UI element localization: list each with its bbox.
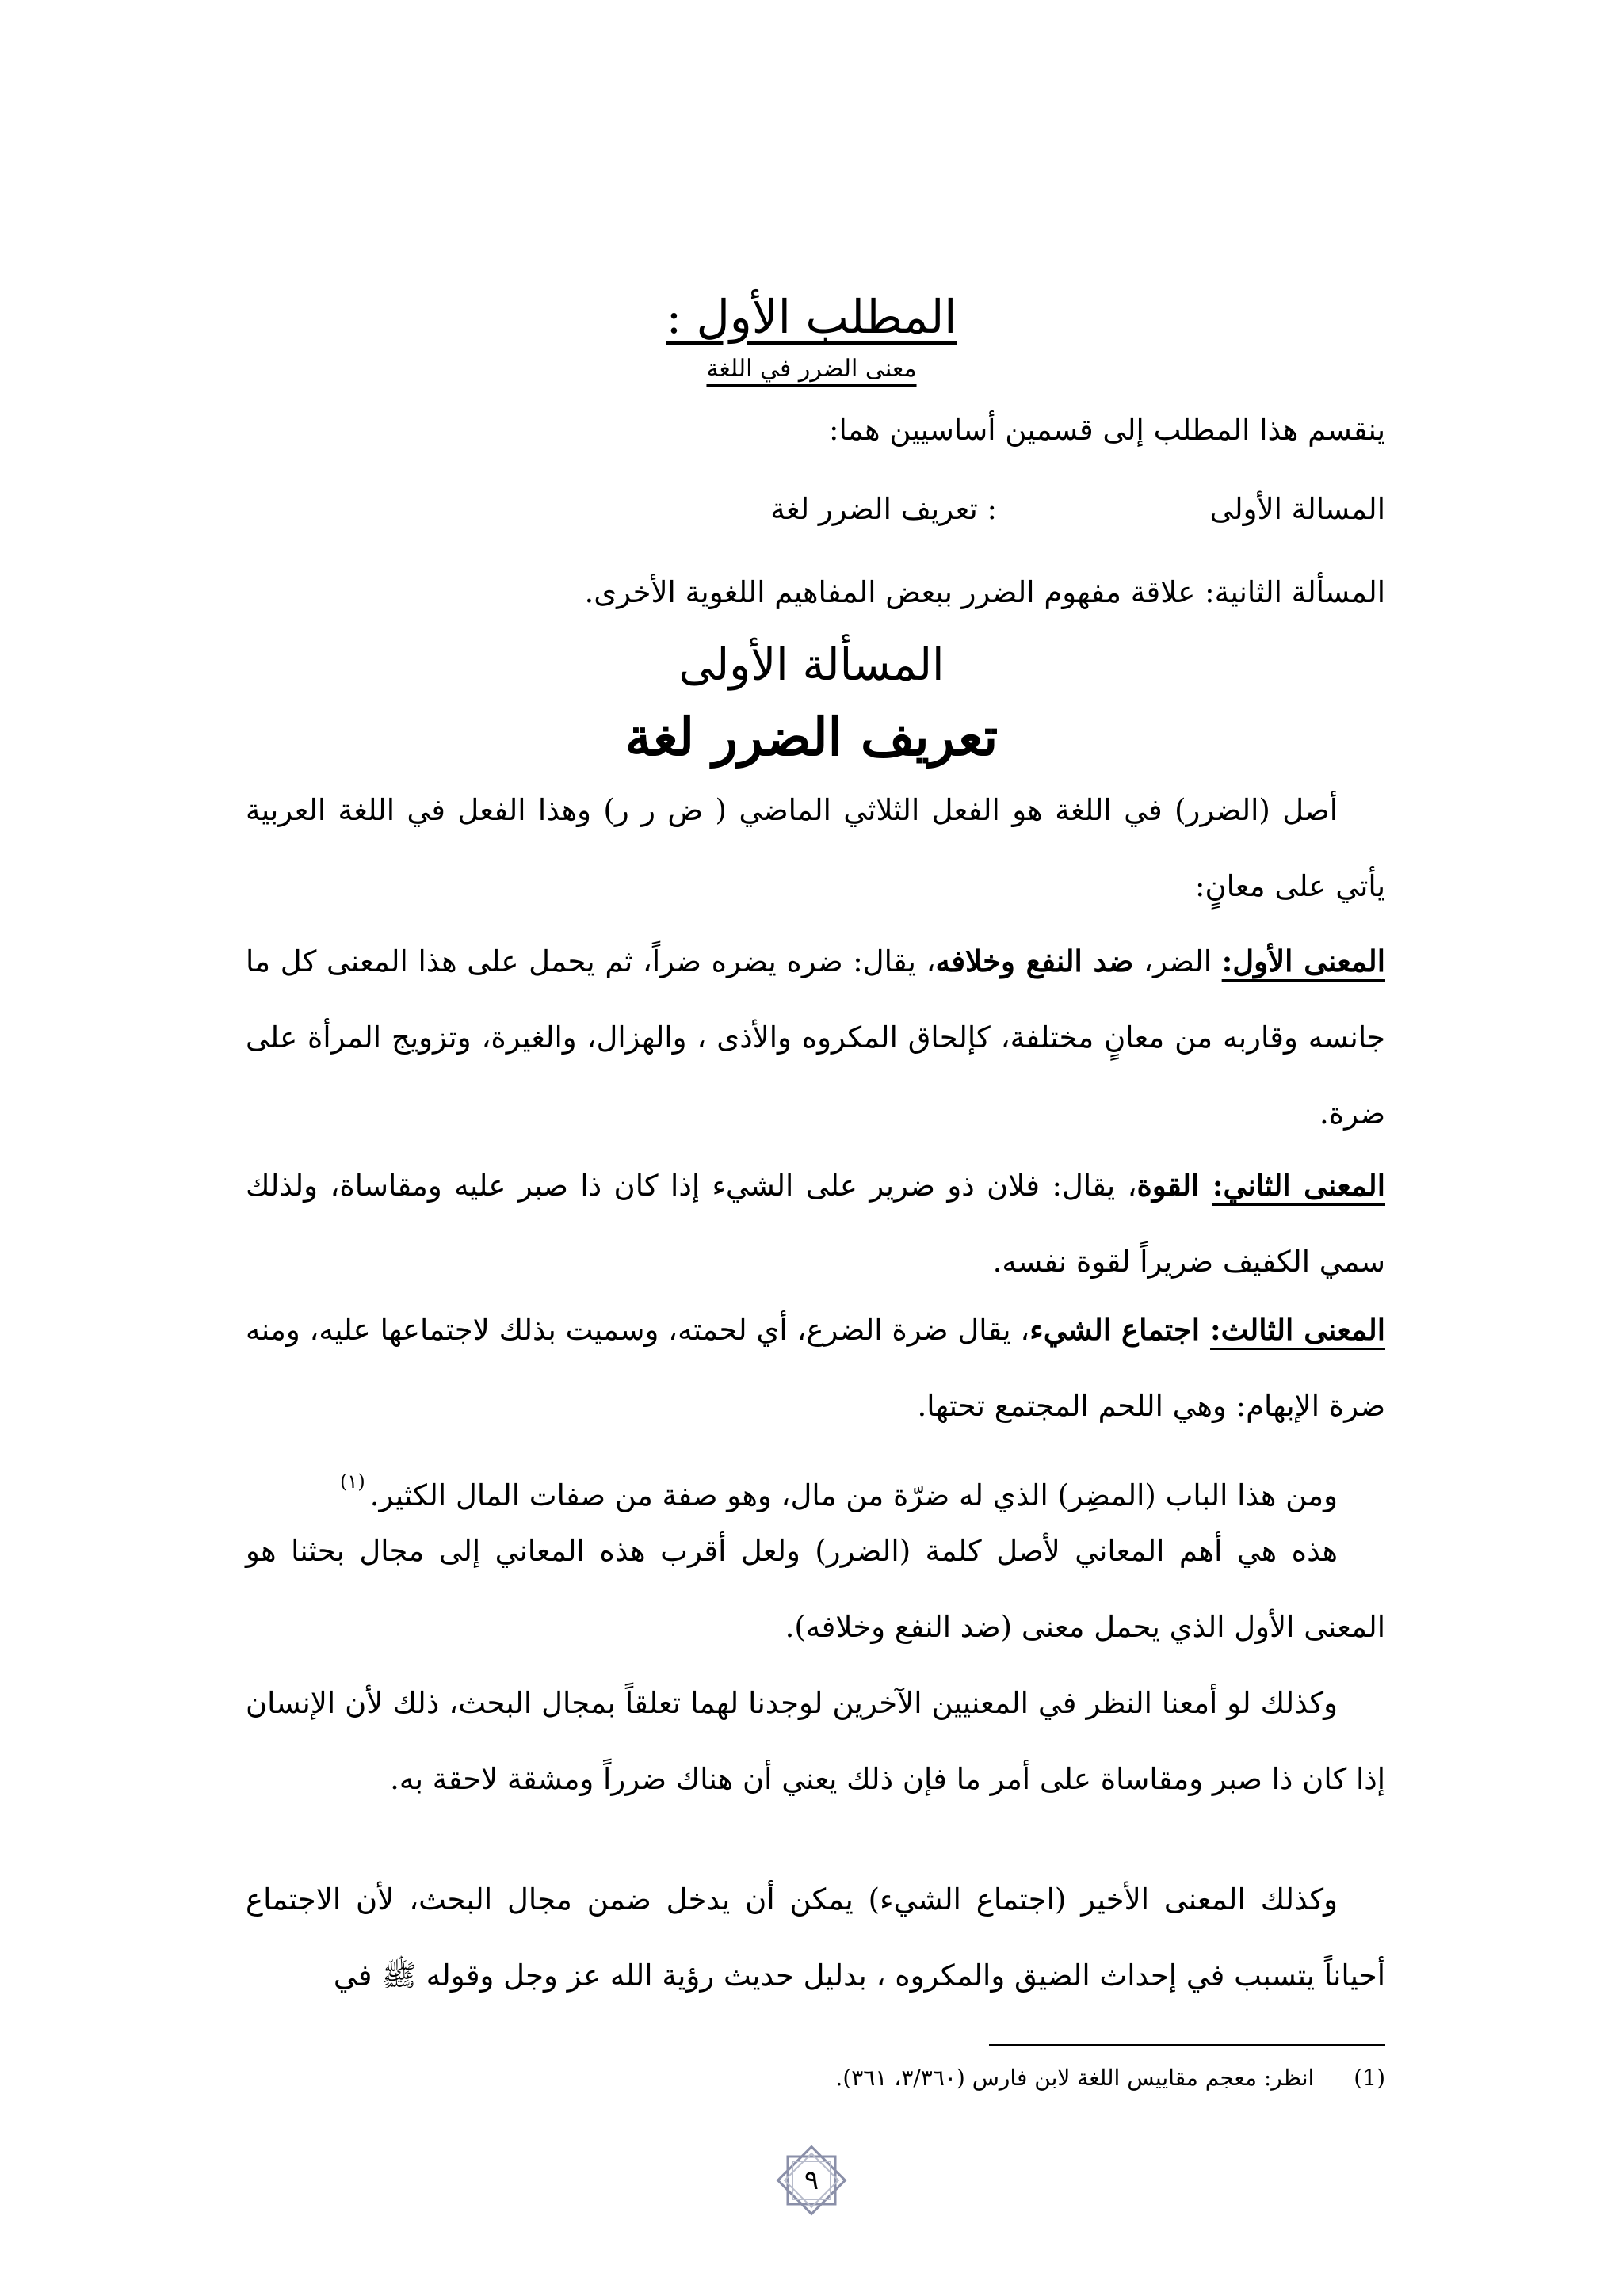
page-number: ٩ [804,2164,819,2196]
meaning-2-rest: ، يقال: فلان ذو ضرير على الشيء إذا كان ذا صبر عليه ومقاساة، ولذلك سمي الكفيف ضريراً لقوة نفسه. [246,1169,1385,1279]
chapter-subtitle-text: معنى الضرر في اللغة [706,355,917,383]
chapter-title [0,285,1623,349]
paragraph-last-meaning [246,1862,1385,2014]
meaning-1-label: المعنى الأول: [1221,944,1385,978]
paragraph-origin [246,772,1385,925]
meaning-1-rest: ، يقال: ضره يضره ضراً، ثم يحمل على هذا المعنى كل ما جانسه وقاربه من معانٍ مختلفة، كإلحاق المكروه والأذى ، والهزال، والغيرة، وتزويج المرأة على ضرة. [246,944,1385,1131]
footnote-marker[interactable]: (١) [340,1470,365,1493]
meaning-3-rest: ، يقال ضرة الضرع، أي لحمته، وسميت بذلك لاجتماعها عليه، ومنه ضرة الإبهام: وهي اللحم المجتمع تحتها. [246,1313,1385,1423]
section-subtitle: تعريف الضرر لغة [624,706,999,768]
meaning-3-bold: اجتماع الشيء [1029,1312,1211,1347]
second-issue-line: المسألة الثانية: علاقة مفهوم الضرر ببعض المفاهيم اللغوية الأخرى. [584,575,1385,609]
paragraph-rich-wealth-text: ومن هذا الباب (المضِر) الذي له ضرّة من مال، وهو صفة من صفات المال الكثير. [369,1478,1338,1512]
chapter-subtitle [0,353,1623,385]
meaning-1-bold: ضد النفع وخلافه [935,944,1134,978]
paragraph-meaning-2 [246,1147,1385,1300]
chapter-title-text: المطلب الأول : [666,290,957,344]
footnote [835,2060,1385,2096]
paragraph-meaning-1 [246,923,1385,1152]
page-number-badge [770,2139,853,2222]
intro-line: ينقسم هذا المطلب إلى قسمين أساسيين هما: [829,413,1385,447]
paragraph-origin-text: أصل (الضرر) في اللغة هو الفعل الثلاثي الماضي ( ض ر ر) وهذا الفعل في اللغة العربية يأتي على معانٍ: [246,793,1385,903]
paragraph-last-meaning-text: وكذلك المعنى الأخير (اجتماع الشيء) يمكن أن يدخل ضمن مجال البحث، لأن الاجتماع أحياناً يتسبب في إحداث الضيق والمكروه ، بدليل حديث رؤية الله عز وجل وقوله ﷺ في [246,1882,1385,1993]
meaning-2-bold: القوة [1136,1168,1212,1203]
paragraph-other-meanings [246,1665,1385,1817]
meaning-3-label: المعنى الثالث: [1210,1312,1385,1347]
footnote-number: (1) [1354,2065,1385,2091]
paragraph-main-meanings [246,1513,1385,1665]
section-title: المسألة الأولى [678,639,945,691]
paragraph-meaning-3 [246,1291,1385,1444]
footnote-divider [989,2044,1385,2046]
paragraph-main-meanings-text: هذه هي أهم المعاني لأصل كلمة (الضرر) ولعل أقرب هذه المعاني إلى مجال بحثنا هو المعنى الأول الذي يحمل معنى (ضد النفع وخلافه). [246,1534,1385,1644]
meaning-1-mid: الضر، [1133,944,1222,978]
first-issue-label: المسالة الأولى [1209,492,1385,526]
meaning-2-label: المعنى الثاني: [1212,1168,1385,1203]
paragraph-other-meanings-text: وكذلك لو أمعنا النظر في المعنيين الآخرين لوجدنا لهما تعلقاً بمجال البحث، ذلك لأن الإنسان إذا كان ذا صبر ومقاساة على أمر ما فإن ذلك يعني أن هناك ضرراً ومشقة لاحقة به. [246,1686,1385,1796]
footnote-text: انظر: معجم مقاييس اللغة لابن فارس (٣/٣٦٠، ٣٦١). [835,2065,1315,2091]
first-issue-value: : تعريف الضرر لغة [770,492,997,526]
